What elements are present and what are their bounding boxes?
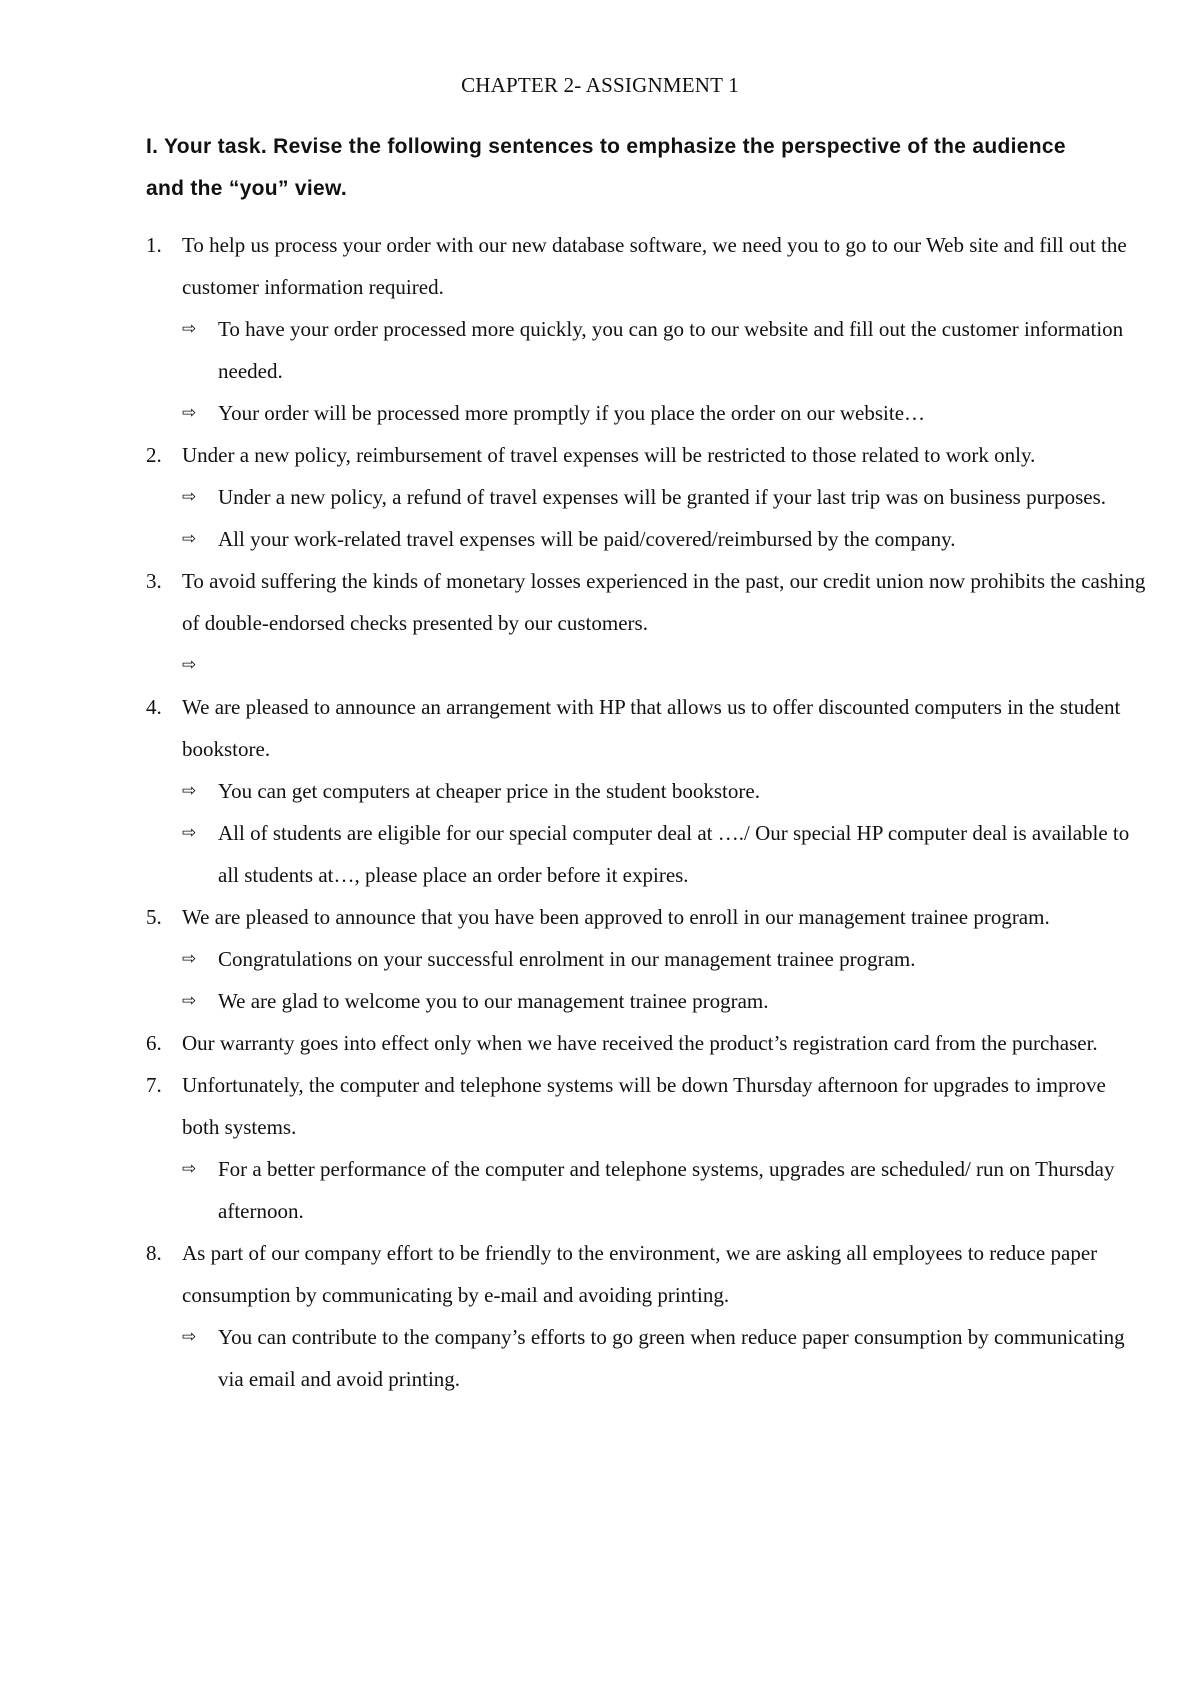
answer-list bbox=[182, 938, 1146, 1022]
arrow-right-outline-icon: ⇨ bbox=[182, 1327, 197, 1347]
exercise-item bbox=[146, 686, 1146, 896]
exercise-item bbox=[146, 1022, 1146, 1064]
exercise-number: 1. bbox=[146, 233, 162, 257]
exercise-sentence: We are pleased to announce an arrangement with HP that allows us to offer discounted computers in the student bookstore. bbox=[182, 695, 1121, 761]
answer-list bbox=[182, 1316, 1146, 1400]
exercise-list bbox=[146, 224, 1146, 1400]
answer-text: All your work-related travel expenses will be paid/covered/reimbursed by the company. bbox=[218, 527, 956, 551]
answer-list bbox=[182, 770, 1146, 896]
answer-item bbox=[182, 476, 1146, 518]
answer-text: Your order will be processed more promptly if you place the order on our website… bbox=[218, 401, 926, 425]
answer-item bbox=[182, 518, 1146, 560]
exercise-number: 4. bbox=[146, 695, 162, 719]
exercise-item bbox=[146, 434, 1146, 560]
arrow-right-outline-icon: ⇨ bbox=[182, 529, 197, 549]
answer-text: You can contribute to the company’s efforts to go green when reduce paper consumption by communicating via email and avoid printing. bbox=[218, 1325, 1125, 1391]
answer-list bbox=[182, 308, 1146, 434]
answer-text: For a better performance of the computer and telephone systems, upgrades are scheduled/ run on Thursday afternoon. bbox=[218, 1157, 1115, 1223]
answer-text: Congratulations on your successful enrolment in our management trainee program. bbox=[218, 947, 916, 971]
answer-item bbox=[182, 392, 1146, 434]
answer-item bbox=[182, 812, 1146, 896]
exercise-number: 3. bbox=[146, 569, 162, 593]
answer-item bbox=[182, 1148, 1146, 1232]
exercise-number: 7. bbox=[146, 1073, 162, 1097]
answer-item bbox=[182, 308, 1146, 392]
answer-text: To have your order processed more quickly, you can go to our website and fill out the customer information needed. bbox=[218, 317, 1124, 383]
answer-item bbox=[182, 980, 1146, 1022]
answer-item bbox=[182, 938, 1146, 980]
exercise-sentence: As part of our company effort to be friendly to the environment, we are asking all employees to reduce paper consumption by communicating by e-mail and avoiding printing. bbox=[182, 1241, 1098, 1307]
answer-item bbox=[182, 770, 1146, 812]
exercise-item bbox=[146, 560, 1146, 686]
exercise-sentence: Unfortunately, the computer and telephone systems will be down Thursday afternoon for upgrades to improve both systems. bbox=[182, 1073, 1106, 1139]
exercise-sentence: We are pleased to announce that you have been approved to enroll in our management trainee program. bbox=[182, 905, 1050, 929]
arrow-right-outline-icon: ⇨ bbox=[182, 403, 197, 423]
answer-list bbox=[182, 1148, 1146, 1232]
exercise-number: 6. bbox=[146, 1031, 162, 1055]
answer-item bbox=[182, 1316, 1146, 1400]
arrow-right-outline-icon: ⇨ bbox=[182, 991, 197, 1011]
exercise-sentence: Our warranty goes into effect only when we have received the product’s registration card from the purchaser. bbox=[182, 1031, 1098, 1055]
arrow-right-outline-icon: ⇨ bbox=[182, 781, 197, 801]
exercise-item bbox=[146, 224, 1146, 434]
arrow-right-outline-icon: ⇨ bbox=[182, 823, 197, 843]
exercise-item bbox=[146, 896, 1146, 1022]
answer-item bbox=[182, 644, 1146, 686]
arrow-right-outline-icon: ⇨ bbox=[182, 655, 197, 675]
arrow-right-outline-icon: ⇨ bbox=[182, 487, 197, 507]
exercise-number: 8. bbox=[146, 1241, 162, 1265]
exercise-sentence: Under a new policy, reimbursement of travel expenses will be restricted to those related to work only. bbox=[182, 443, 1036, 467]
exercise-item bbox=[146, 1232, 1146, 1400]
answer-text: All of students are eligible for our special computer deal at …./ Our special HP computer deal is available to all students at…, please place an order before it expires. bbox=[218, 821, 1130, 887]
exercise-sentence: To help us process your order with our new database software, we need you to go to our Web site and fill out the customer information required. bbox=[182, 233, 1127, 299]
arrow-right-outline-icon: ⇨ bbox=[182, 319, 197, 339]
answer-list bbox=[182, 476, 1146, 560]
arrow-right-outline-icon: ⇨ bbox=[182, 949, 197, 969]
exercise-number: 5. bbox=[146, 905, 162, 929]
document-title: CHAPTER 2- ASSIGNMENT 1 bbox=[461, 73, 739, 97]
answer-text: You can get computers at cheaper price in the student bookstore. bbox=[218, 779, 760, 803]
exercise-sentence: To avoid suffering the kinds of monetary losses experienced in the past, our credit union now prohibits the cashing of double-endorsed checks presented by our customers. bbox=[182, 569, 1146, 635]
arrow-right-outline-icon: ⇨ bbox=[182, 1159, 197, 1179]
answer-text: We are glad to welcome you to our management trainee program. bbox=[218, 989, 769, 1013]
answer-list bbox=[182, 644, 1146, 686]
task-heading: I. Your task. Revise the following sentences to emphasize the perspective of the audience and the “you” view. bbox=[146, 135, 1066, 200]
exercise-item bbox=[146, 1064, 1146, 1232]
exercise-number: 2. bbox=[146, 443, 162, 467]
answer-text: Under a new policy, a refund of travel expenses will be granted if your last trip was on business purposes. bbox=[218, 485, 1106, 509]
